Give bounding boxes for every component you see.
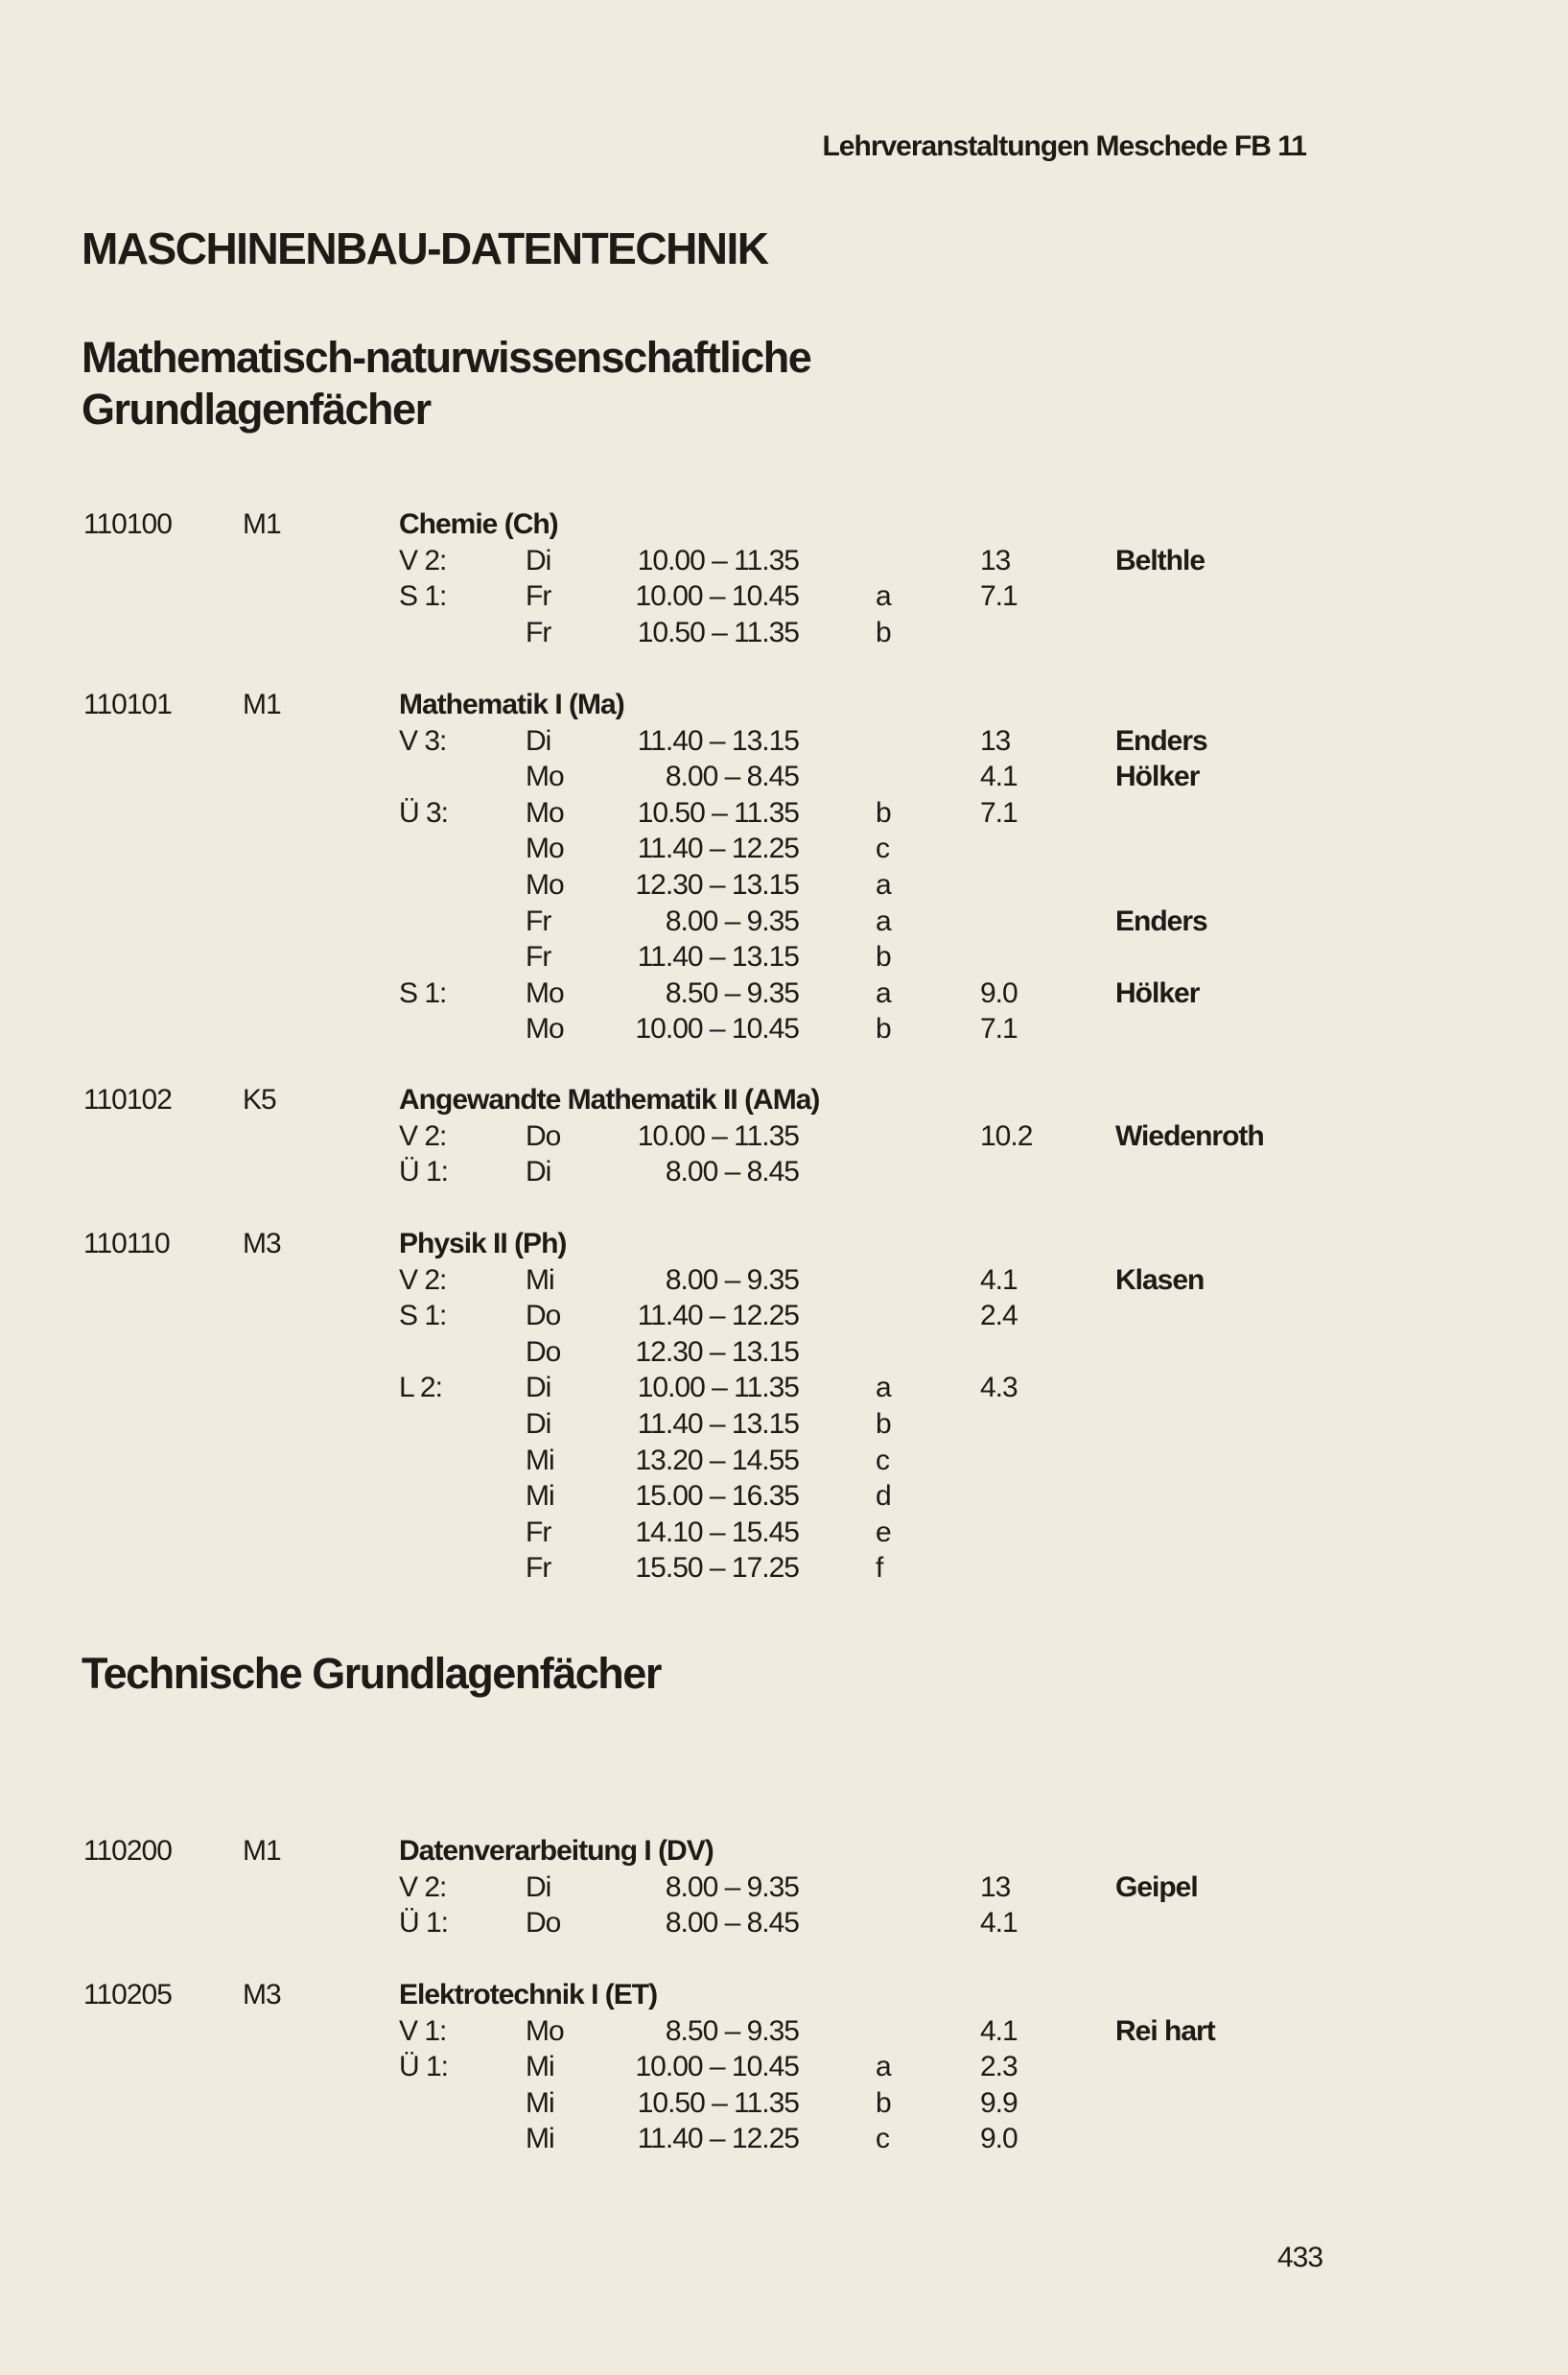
schedule-row — [0, 1408, 1568, 1445]
room: 4.1 — [980, 1907, 1018, 1940]
time-range: 8.00 – 8.45 — [665, 1907, 799, 1940]
group: a — [876, 976, 891, 1009]
course-entry — [0, 1228, 1568, 1588]
weekday: Mo — [526, 761, 564, 793]
course-code: M3 — [243, 1228, 281, 1259]
section-heading — [82, 1648, 661, 1700]
course-code: M1 — [243, 508, 281, 540]
course-code: M1 — [243, 1835, 281, 1867]
time-range: 8.00 – 9.35 — [665, 1263, 799, 1296]
room: 7.1 — [980, 796, 1018, 829]
lecturer: Geipel — [1115, 1870, 1198, 1903]
weekday: Di — [526, 724, 551, 757]
group: b — [876, 616, 891, 648]
lecturer: Hölker — [1115, 976, 1200, 1009]
room: 9.0 — [980, 976, 1018, 1009]
room: 4.1 — [980, 761, 1018, 793]
schedule-row — [0, 617, 1568, 653]
time-range: 15.50 – 17.25 — [635, 1552, 799, 1585]
course-number: 110100 — [83, 508, 172, 540]
session-type: Ü 1: — [399, 1907, 449, 1940]
lecturer: Wiedenroth — [1115, 1119, 1264, 1152]
course-number: 110200 — [83, 1835, 172, 1867]
group: f — [876, 1552, 883, 1585]
time-range: 8.00 – 8.45 — [665, 1156, 799, 1188]
session-type: V 2: — [399, 544, 447, 576]
schedule-row — [0, 2015, 1568, 2052]
course-number: 110205 — [83, 1979, 172, 2011]
time-range: 13.20 – 14.55 — [635, 1444, 799, 1476]
schedule-row — [0, 1264, 1568, 1301]
group: e — [876, 1516, 891, 1548]
course-header-line — [0, 1979, 1568, 2015]
session-type: V 2: — [399, 1263, 447, 1296]
session-type: S 1: — [399, 976, 447, 1009]
page-title: MASCHINENBAU-DATENTECHNIK — [82, 223, 768, 273]
time-range: 12.30 – 13.15 — [635, 1335, 799, 1368]
course-title: Elektrotechnik I (ET) — [399, 1979, 658, 2011]
lecturer: Klasen — [1115, 1263, 1205, 1296]
time-range: 8.00 – 9.35 — [665, 905, 799, 937]
time-range: 8.00 – 8.45 — [665, 761, 799, 793]
room: 13 — [980, 1870, 1011, 1903]
session-type: V 2: — [399, 1870, 447, 1903]
course-header-line — [0, 1835, 1568, 1871]
room: 2.3 — [980, 2051, 1018, 2083]
schedule-row — [0, 1480, 1568, 1517]
schedule-row — [0, 1013, 1568, 1049]
group: c — [876, 1444, 889, 1476]
session-type: Ü 1: — [399, 2051, 449, 2083]
room: 13 — [980, 544, 1011, 576]
room: 4.1 — [980, 1263, 1018, 1296]
group: b — [876, 2086, 891, 2119]
schedule-row — [0, 725, 1568, 762]
course-entry — [0, 689, 1568, 1049]
group: b — [876, 1013, 891, 1046]
time-range: 11.40 – 13.15 — [637, 941, 799, 974]
weekday: Mo — [526, 833, 564, 865]
weekday: Fr — [526, 616, 551, 648]
course-header-line — [0, 1084, 1568, 1120]
weekday: Mi — [526, 2086, 554, 2119]
group: a — [876, 2051, 891, 2083]
time-range: 10.50 – 11.35 — [637, 796, 799, 829]
section-heading-line: Technische Grundlagenfächer — [82, 1649, 661, 1698]
time-range: 11.40 – 12.25 — [637, 2123, 799, 2155]
course-code: M3 — [243, 1979, 281, 2011]
lecturer: Hölker — [1115, 761, 1200, 793]
session-type: V 1: — [399, 2014, 447, 2047]
section-heading — [82, 332, 810, 435]
weekday: Mo — [526, 868, 564, 901]
section-heading-line: Grundlagenfächer — [82, 385, 431, 434]
schedule-row — [0, 1120, 1568, 1157]
group: a — [876, 868, 891, 901]
schedule-row — [0, 545, 1568, 581]
time-range: 11.40 – 12.25 — [637, 1300, 799, 1332]
schedule-row — [0, 2051, 1568, 2087]
section-heading-line: Mathematisch-naturwissenschaftliche — [82, 333, 811, 382]
weekday: Di — [526, 1407, 551, 1440]
schedule-row — [0, 2087, 1568, 2124]
weekday: Fr — [526, 1552, 551, 1585]
course-entry — [0, 1979, 1568, 2159]
page-number: 433 — [1277, 2242, 1323, 2273]
room: 10.2 — [980, 1119, 1033, 1152]
schedule-row — [0, 1871, 1568, 1908]
time-range: 8.50 – 9.35 — [665, 2014, 799, 2047]
weekday: Mo — [526, 976, 564, 1009]
time-range: 10.00 – 11.35 — [637, 1119, 799, 1152]
time-range: 10.00 – 11.35 — [637, 544, 799, 576]
room: 13 — [980, 724, 1011, 757]
time-range: 10.50 – 11.35 — [637, 2086, 799, 2119]
session-type: L 2: — [399, 1372, 442, 1404]
weekday: Mi — [526, 1263, 554, 1296]
weekday: Di — [526, 1372, 551, 1404]
room: 7.1 — [980, 580, 1018, 613]
weekday: Mi — [526, 1444, 554, 1476]
session-type: V 3: — [399, 724, 447, 757]
schedule-row — [0, 1372, 1568, 1408]
schedule-row — [0, 580, 1568, 617]
schedule-row — [0, 941, 1568, 977]
course-title: Angewandte Mathematik II (AMa) — [399, 1084, 820, 1116]
room: 7.1 — [980, 1013, 1018, 1046]
schedule-row — [0, 1517, 1568, 1553]
schedule-row — [0, 1156, 1568, 1192]
session-type: S 1: — [399, 580, 447, 613]
weekday: Mi — [526, 1480, 554, 1513]
weekday: Di — [526, 1870, 551, 1903]
time-range: 11.40 – 13.15 — [637, 1407, 799, 1440]
schedule-row — [0, 797, 1568, 834]
session-type: Ü 3: — [399, 796, 449, 829]
course-entry — [0, 1835, 1568, 1943]
running-head: Lehrveranstaltungen Meschede FB 11 — [822, 130, 1306, 162]
course-number: 110102 — [83, 1084, 172, 1116]
schedule-row — [0, 2123, 1568, 2159]
group: d — [876, 1480, 891, 1513]
weekday: Mi — [526, 2123, 554, 2155]
group: a — [876, 580, 891, 613]
weekday: Fr — [526, 580, 551, 613]
group: c — [876, 2123, 889, 2155]
time-range: 10.00 – 10.45 — [635, 2051, 799, 2083]
weekday: Mo — [526, 2014, 564, 2047]
course-title: Chemie (Ch) — [399, 508, 558, 540]
course-title: Physik II (Ph) — [399, 1228, 567, 1259]
time-range: 10.00 – 10.45 — [635, 1013, 799, 1046]
lecturer: Enders — [1115, 905, 1207, 937]
lecturer: Belthle — [1115, 544, 1205, 576]
course-header-line — [0, 689, 1568, 725]
group: b — [876, 941, 891, 974]
room: 9.0 — [980, 2123, 1018, 2155]
weekday: Do — [526, 1335, 561, 1368]
group: b — [876, 1407, 891, 1440]
schedule-row — [0, 1300, 1568, 1336]
schedule-row — [0, 869, 1568, 905]
time-range: 12.30 – 13.15 — [635, 868, 799, 901]
time-range: 8.50 – 9.35 — [665, 976, 799, 1009]
schedule-row — [0, 833, 1568, 869]
session-type: Ü 1: — [399, 1156, 449, 1188]
weekday: Mo — [526, 1013, 564, 1046]
time-range: 10.00 – 11.35 — [637, 1372, 799, 1404]
weekday: Di — [526, 1156, 551, 1188]
session-type: V 2: — [399, 1119, 447, 1152]
schedule-row — [0, 977, 1568, 1014]
course-title: Mathematik I (Ma) — [399, 689, 624, 720]
weekday: Fr — [526, 1516, 551, 1548]
course-code: K5 — [243, 1084, 276, 1116]
session-type: S 1: — [399, 1300, 447, 1332]
course-number: 110110 — [83, 1228, 170, 1259]
weekday: Do — [526, 1119, 561, 1152]
weekday: Do — [526, 1907, 561, 1940]
room: 2.4 — [980, 1300, 1018, 1332]
time-range: 8.00 – 9.35 — [665, 1870, 799, 1903]
time-range: 10.00 – 10.45 — [635, 580, 799, 613]
room: 9.9 — [980, 2086, 1018, 2119]
course-entry — [0, 1084, 1568, 1192]
schedule-row — [0, 761, 1568, 797]
schedule-row — [0, 1336, 1568, 1373]
weekday: Do — [526, 1300, 561, 1332]
course-entry — [0, 508, 1568, 652]
lecturer: Enders — [1115, 724, 1207, 757]
time-range: 10.50 – 11.35 — [637, 616, 799, 648]
course-header-line — [0, 508, 1568, 545]
course-code: M1 — [243, 689, 281, 720]
lecturer: Rei‌ hart — [1115, 2014, 1215, 2047]
group: c — [876, 833, 889, 865]
group: b — [876, 796, 891, 829]
course-number: 110101 — [83, 689, 172, 720]
time-range: 14.10 – 15.45 — [635, 1516, 799, 1548]
group: a — [876, 1372, 891, 1404]
time-range: 11.40 – 12.25 — [637, 833, 799, 865]
weekday: Mo — [526, 796, 564, 829]
group: a — [876, 905, 891, 937]
course-title: Datenverarbeitung I (DV) — [399, 1835, 714, 1867]
schedule-row — [0, 905, 1568, 942]
time-range: 15.00 – 16.35 — [635, 1480, 799, 1513]
course-header-line — [0, 1228, 1568, 1264]
weekday: Fr — [526, 941, 551, 974]
schedule-row — [0, 1552, 1568, 1588]
time-range: 11.40 – 13.15 — [637, 724, 799, 757]
room: 4.3 — [980, 1372, 1018, 1404]
weekday: Di — [526, 544, 551, 576]
schedule-row — [0, 1907, 1568, 1943]
room: 4.1 — [980, 2014, 1018, 2047]
schedule-row — [0, 1445, 1568, 1481]
weekday: Fr — [526, 905, 551, 937]
weekday: Mi — [526, 2051, 554, 2083]
